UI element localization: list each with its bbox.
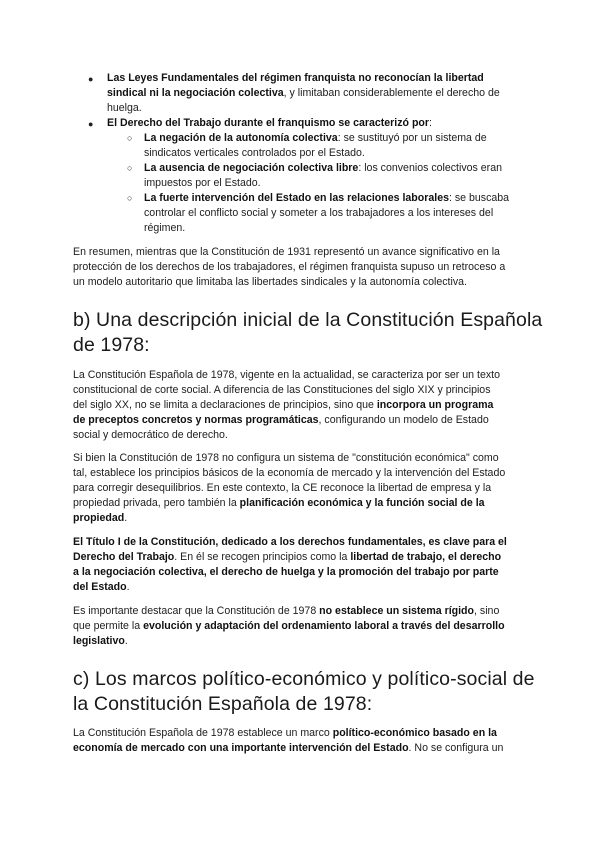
sub-2-line-2: impuestos por el Estado. xyxy=(144,177,261,189)
section-b-p3-line-4: del Estado. xyxy=(73,581,130,593)
section-b-p2-line-1: Si bien la Constitución de 1978 no configura un sistema de "constitución económica" como xyxy=(73,452,499,464)
summary-line-3: un modelo autoritario que limitaba las libertades sindicales y la autonomía colectiva. xyxy=(73,276,467,288)
section-b-p1-line-1: La Constitución Española de 1978, vigente en la actualidad, se caracteriza por ser un texto xyxy=(73,369,500,381)
section-b-p4-line-3: legislativo. xyxy=(73,635,128,647)
bullet-1-line-2: sindical ni la negociación colectiva, y limitaban considerablemente el derecho de xyxy=(107,87,500,99)
section-c-heading-line-2: la Constitución Española de 1978: xyxy=(73,693,373,715)
section-b-p2-line-4: propiedad privada, pero también la planificación económica y la función social de la xyxy=(73,497,485,509)
sub-bullet-circle: ○ xyxy=(127,193,133,203)
section-c-heading-line-1: c) Los marcos político-económico y político-social de xyxy=(73,668,535,690)
section-b-p2-line-2: tal, establece los principios básicos de la economía de mercado y la intervención del Estado xyxy=(73,467,506,479)
section-b-heading-line-1: b) Una descripción inicial de la Constitución Española xyxy=(73,309,543,331)
bullet-dot: ● xyxy=(88,119,94,129)
section-b-p4-line-1: Es importante destacar que la Constitución de 1978 no establece un sistema rígido, sino xyxy=(73,605,500,617)
bullet-2-line-1: El Derecho del Trabajo durante el franquismo se caracterizó por: xyxy=(107,117,432,129)
sub-bullet-circle: ○ xyxy=(127,163,133,173)
section-b-p2-line-3: para corregir desequilibrios. En este contexto, la CE reconoce la libertad de empresa y la xyxy=(73,482,492,494)
sub-bullet-circle: ○ xyxy=(127,133,133,143)
summary-line-1: En resumen, mientras que la Constitución de 1931 representó un avance significativo en la xyxy=(73,246,500,258)
section-b-heading-line-2: de 1978: xyxy=(73,334,150,356)
sub-3-line-2: controlar el conflicto social y someter a los trabajadores a los intereses del xyxy=(144,207,494,219)
sub-2-line-1: La ausencia de negociación colectiva libre: los convenios colectivos eran xyxy=(144,162,502,174)
sub-1-line-1: La negación de la autonomía colectiva: se sustituyó por un sistema de xyxy=(144,132,487,144)
bullet-dot: ● xyxy=(88,74,94,84)
section-b-p3-line-3: a la negociación colectiva, el derecho de huelga y la promoción del trabajo por parte xyxy=(73,566,499,578)
section-b-p4-line-2: que permite la evolución y adaptación del ordenamiento laboral a través del desarrollo xyxy=(73,620,505,632)
section-c-p1-line-1: La Constitución Española de 1978 establece un marco político-económico basado en la xyxy=(73,727,497,739)
section-b-p2-line-5: propiedad. xyxy=(73,512,128,524)
section-b-p1-line-4: de preceptos concretos y normas programáticas, configurando un modelo de Estado xyxy=(73,414,489,426)
section-b-p3-line-2: Derecho del Trabajo. En él se recogen principios como la libertad de trabajo, el derecho xyxy=(73,551,502,563)
section-b-p1-line-2: constitucional de corte social. A diferencia de las Constituciones del siglo XIX y principios xyxy=(73,384,491,396)
sub-3-line-3: régimen. xyxy=(144,222,186,234)
bullet-1-line-3: huelga. xyxy=(107,102,142,114)
section-b-p1-line-5: social y democrático de derecho. xyxy=(73,429,228,441)
section-b-p1-line-3: del siglo XX, no se limita a declaraciones de principios, sino que incorpora un programa xyxy=(73,399,494,411)
sub-1-line-2: sindicatos verticales controlados por el Estado. xyxy=(144,147,365,159)
bullet-1-line-1: Las Leyes Fundamentales del régimen franquista no reconocían la libertad xyxy=(107,72,484,84)
section-b-p3-line-1: El Título I de la Constitución, dedicado a los derechos fundamentales, es clave para el xyxy=(73,536,507,548)
section-c-p1-line-2: economía de mercado con una importante intervención del Estado. No se configura un xyxy=(73,742,504,754)
sub-3-line-1: La fuerte intervención del Estado en las relaciones laborales: se buscaba xyxy=(144,192,510,204)
summary-line-2: protección de los derechos de los trabajadores, el régimen franquista supuso un retroceso a xyxy=(73,261,506,273)
